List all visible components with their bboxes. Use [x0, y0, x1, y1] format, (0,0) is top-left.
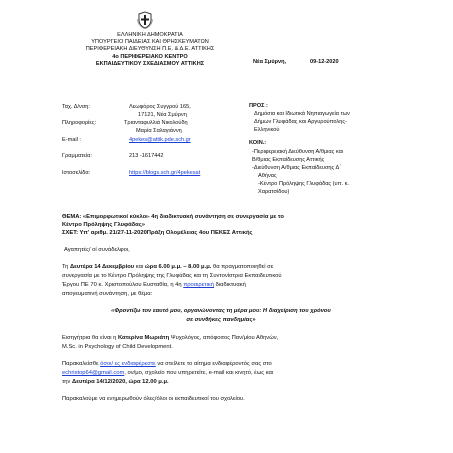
letterhead-line-2: ΥΠΟΥΡΓΕΙΟ ΠΑΙΔΕΙΑΣ ΚΑΙ ΘΡΗΣΚΕΥΜΑΤΩΝ: [91, 39, 209, 46]
cc-line-5: -Κέντρο Πρόληψης Γλυφάδας (υπ. κ.: [258, 181, 349, 187]
to-line-3: Ελληνικού: [254, 127, 280, 133]
contact-email-link[interactable]: 4pekes@attik.pde.sch.gr: [129, 137, 191, 143]
request-line-1: [62, 360, 272, 369]
cc-line-3: -Διεύθυνση Α/θμιας Εκπαίδευσης Δ΄: [252, 165, 342, 171]
request-line-3: [62, 378, 169, 387]
paragraph-1-line-2: συνεργασία με το Κέντρο Πρόληψης της Γλυφάδας και τη Συντονίστρια Εκπαιδευτικού: [62, 273, 282, 279]
website-link[interactable]: https://blogs.sch.gr/4pekesat: [129, 170, 201, 176]
document-date: 09-12-2020: [310, 59, 339, 65]
address-line-1: Λεωφόρος Συγγρού 165,: [129, 104, 191, 110]
closing-line: Παρακαλούμε να ενημερωθούν όλες/όλοι οι εκπαιδευτικοί του σχολείου.: [62, 396, 245, 402]
place-label: Νέα Σμύρνη,: [253, 59, 287, 65]
email-label: E-mail :: [62, 137, 81, 143]
paragraph-1-line-4: απογευματινή συνάντηση, με θέμα:: [62, 291, 153, 297]
to-line-1: Δημόσια και Ιδιωτικά Νηπιαγωγεία των: [254, 111, 350, 117]
letterhead: [60, 32, 240, 68]
to-label: ΠΡΟΣ :: [249, 103, 268, 109]
request-text-c: , ον/μο, σχολείο που υπηρετείτε, e-mail και κινητό, έως και: [124, 370, 274, 376]
info-line-1: Τριανταφυλλιά Νικολούδη: [124, 120, 188, 126]
cc-line-6: Χαρατσίδου): [258, 189, 290, 195]
p1-text-b: και: [134, 264, 145, 270]
request-text-b: να στείλετε το αίτημα ενδιαφέροντός σας στο: [155, 361, 272, 367]
greek-emblem-icon: [137, 11, 153, 29]
cc-line-1: -Περιφερειακή Διεύθυνση Α/θμιας και: [252, 149, 344, 155]
request-text-a: Παρακαλείσθε: [62, 361, 101, 367]
cc-line-2: Β/θμιας Εκπαίδευσης Αττικής: [252, 157, 325, 163]
request-text-d: την: [62, 379, 73, 385]
request-line-2: [62, 369, 273, 378]
subject-line-2: Κέντρο Πρόληψης Γλυφάδας»: [62, 222, 145, 228]
p1-time: ώρα 6.00 μ.μ. – 8.00 μ.μ.: [144, 264, 212, 270]
p1-text-c: θα πραγματοποιηθεί σε: [211, 264, 274, 270]
website-label: Ιστοσελίδα:: [62, 170, 91, 176]
speaker-line-1: [62, 334, 278, 343]
letterhead-line-5: ΕΚΠΑΙΔΕΥΤΙΚΟΥ ΣΧΕΔΙΑΣΜΟΥ ΑΤΤΙΚΗΣ: [95, 60, 205, 67]
deadline: Δευτέρα 14/12/2020, ώρα 12.00 μ.μ.: [72, 379, 169, 385]
reference-line: ΣΧΕΤ: Υπ’ αριθμ. 21/27-11-2020Πράξη Ολομέλειας 4ου ΠΕΚΕΣ Αττικής: [62, 230, 253, 236]
topic-line-1: «Φροντίζω τον εαυτό μου, οργανώνοντας τη μέρα μου: Η διαχείριση του χρόνου: [111, 308, 331, 314]
optional-link[interactable]: προαιρετική: [183, 282, 214, 288]
greeting: Αγαπητές/ οί συνάδελφοι,: [64, 247, 130, 253]
to-line-2: Δήμων Γλυφάδας και Αργυρούπολης-: [254, 119, 347, 125]
letterhead-line-4: 4ο ΠΕΡΙΦΕΡΕΙΑΚΟ ΚΕΝΤΡΟ: [112, 53, 188, 60]
p1-line3-text-b: διαδικτυακή: [214, 282, 246, 288]
info-label: Πληροφορίες:: [62, 120, 97, 126]
interested-link[interactable]: όσοι/ ες ενδιαφέρεστε: [100, 361, 156, 367]
paragraph-1-line-1: [62, 263, 273, 272]
address-label: Ταχ. Δ/νση:: [62, 104, 90, 110]
phone-number: 213 -1617442: [129, 153, 164, 159]
topic-line-2: σε συνθήκες πανδημίας»: [186, 317, 256, 323]
letterhead-line-1: ΕΛΛΗΝΙΚΗ ΔΗΜΟΚΡΑΤΙΑ: [117, 32, 183, 38]
letterhead-line-3: ΠΕΡΙΦΕΡΕΙΑΚΗ ΔΙΕΥΘΥΝΣΗ Π.Ε. & Δ.Ε. ΑΤΤΙΚΗΣ: [85, 46, 215, 53]
info-line-2: Μαρία Σαλαγιάννη: [136, 128, 182, 134]
speaker-name: Κατερίνα Μωριάτη: [117, 335, 170, 341]
speaker-line-2: M.Sc. in Psychology of Child Development.: [62, 344, 173, 350]
subject-line-1: ΘΕΜΑ: «Επιμορφωτικοί κύκλοι- 4η διαδικτυακή συνάντηση σε συνεργασία με το: [62, 214, 284, 220]
cc-label: ΚΟΙΝ.:: [249, 140, 267, 146]
speaker-text-a: Εισηγήτρια θα είναι η: [62, 335, 118, 341]
coordinator-email-link[interactable]: echristop64@gmail.com: [62, 370, 125, 376]
paragraph-1-line-3: [62, 281, 246, 290]
speaker-text-b: Ψυχολόγος, απόφοιτος Παν/μίου Αθηνών,: [169, 335, 279, 341]
p1-line3-text-a: Έργου ΠΕ 70 κ. Χριστοπούλου Ευσταθία, η 4η: [62, 282, 184, 288]
p1-date: Δευτέρα 14 Δεκεμβρίου: [69, 264, 135, 270]
address-line-2: 17121, Νέα Σμύρνη: [138, 112, 187, 118]
phone-label: Γραμματεία:: [62, 153, 92, 159]
cc-line-4: Αθήνας: [258, 173, 277, 179]
p1-text-a: Τη: [62, 264, 70, 270]
